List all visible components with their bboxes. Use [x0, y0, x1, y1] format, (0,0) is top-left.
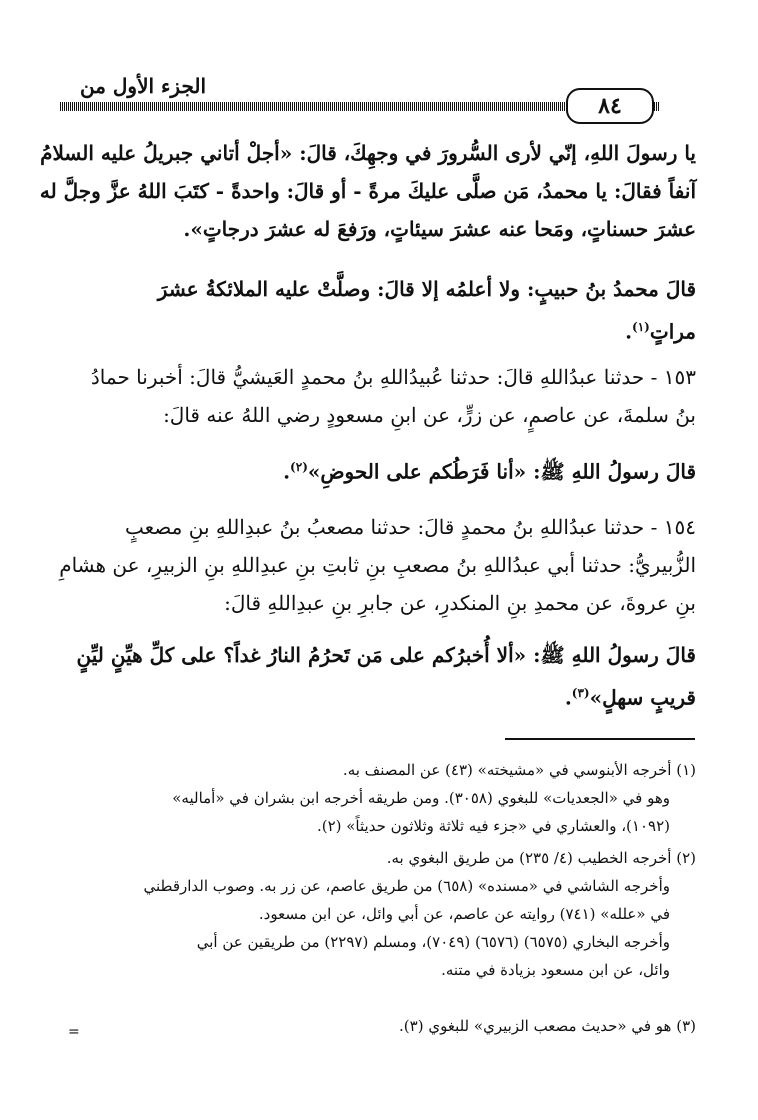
footnote-line: وأخرجه الشاشي في «مسنده» (٦٥٨) من طريق عاصم، عن زر به. وصوب الدارقطني	[143, 877, 670, 895]
text-line: ١٥٣ - حدثنا عبدُاللهِ قالَ: حدثنا عُبيدُاللهِ بنُ محمدٍ العَيشيُّ قالَ: أخبرنا حمادُ	[90, 365, 696, 389]
text-line: ١٥٤ - حدثنا عبدُاللهِ بنُ محمدٍ قالَ: حدثنا مصعبُ بنُ عبدِاللهِ بنِ مصعبٍ	[125, 515, 696, 539]
text-line: قالَ محمدُ بنُ حبيبٍ: ولا أعلمُه إلا قالَ: وصلَّتْ عليه الملائكةُ عشرَ	[157, 277, 696, 301]
text-fragment: مراتٍ	[649, 319, 696, 344]
text-line: عشرَ حسناتٍ، ومَحا عنه عشرَ سيئاتٍ، ورَفعَ له عشرَ درجاتٍ».	[183, 217, 696, 241]
footnote-line: في «علله» (٧٤١) روايته عن عاصم، عن أبي وائل، عن ابن مسعود.	[258, 905, 670, 923]
text-line: آنفاً فقالَ: يا محمدُ، مَن صلَّى عليكَ مرةً - أو قالَ: واحدةً - كتَبَ اللهُ عزَّ وجلَّ له	[39, 179, 696, 203]
paragraph-isnad-153	[80, 358, 696, 434]
text-fragment: قالَ رسولُ اللهِ ﷺ: «أنا فَرَطُكم على الحوضِ»	[307, 459, 696, 484]
text-line: بنُ سلمةَ، عن عاصمٍ، عن زرٍّ، عن ابنِ مسعودٍ رضي اللهُ عنه قالَ:	[163, 403, 696, 427]
footnote-line: وائل، عن ابن مسعود بزيادة في متنه.	[441, 961, 670, 979]
continuation-marker: =	[68, 1024, 80, 1040]
text-line: قالَ رسولُ اللهِ ﷺ: «أنا فَرَطُكم على الحوضِ»$^{(٢)}$.	[283, 459, 696, 484]
text-line: بنِ عروةَ، عن محمدِ بنِ المنكدرِ، عن جابرِ بنِ عبدِاللهِ قالَ:	[224, 591, 696, 615]
paragraph-matn-153	[80, 448, 696, 491]
footnote-line: وهو في «الجعديات» للبغوي (٣٠٥٨). ومن طريقه أخرجه ابن بشران في «أماليه»	[172, 789, 670, 807]
paragraph-hadith-text	[39, 134, 696, 248]
page-header	[60, 72, 660, 122]
footnote-line: وأخرجه البخاري (٦٥٧٥) (٦٥٧٦) (٧٠٤٩)، ومسلم (٢٢٩٧) من طريقين عن أبي	[196, 933, 670, 951]
footnote-ref-3: (٣)	[571, 686, 590, 700]
paragraph-matn-154	[76, 636, 696, 717]
text-line: قريبٍ سهلٍ»$^{(٣)}$.	[564, 685, 696, 710]
footnote-line: (١) أخرجه الأبنوسي في «مشيخته» (٤٣) عن المصنف به.	[342, 761, 696, 779]
footnote-ref-2: (٢)	[290, 460, 308, 474]
running-title: الجزء الأول من	[80, 74, 207, 98]
text-line: قالَ رسولُ اللهِ ﷺ: «ألا أُخبرُكم على مَن تَحرُمُ النارُ غداً؟ على كلِّ هيِّنٍ ليِّنٍ	[76, 643, 696, 667]
footnote-3	[70, 1012, 696, 1040]
text-line: مراتٍ$^{(١)}$.	[625, 319, 696, 344]
paragraph-isnad-154	[59, 508, 696, 622]
footnote-2	[70, 844, 696, 984]
footnote-separator	[505, 738, 695, 740]
text-line: الزُّبيريُّ: حدثنا أبي عبدُاللهِ بنُ مصعبِ بنِ ثابتِ بنِ عبدِاللهِ بنِ الزبيرِ، عن هشامِ	[59, 553, 696, 577]
footnote-line: (٢) أخرجه الخطيب (٤/ ٢٣٥) من طريق البغوي به.	[386, 849, 696, 867]
text-fragment: قريبٍ سهلٍ»	[589, 685, 696, 710]
footnote-1	[70, 756, 696, 840]
paragraph-narrator-note	[80, 270, 696, 351]
footnote-line: (٣) هو في «حديث مصعب الزبيري» للبغوي (٣).	[399, 1017, 696, 1035]
page-number: ٨٤	[566, 88, 654, 124]
text-line: يا رسولَ اللهِ، إنّي لأرى السُّرورَ في وجهِكَ، قالَ: «أجلْ أتاني جبريلُ عليه السلامُ	[40, 141, 696, 165]
footnote-line: (١٠٩٢)، والعشاري في «جزء فيه ثلاثة وثلاثون حديثاً» (٢).	[316, 817, 670, 835]
footnote-ref-1: (١)	[632, 320, 650, 334]
